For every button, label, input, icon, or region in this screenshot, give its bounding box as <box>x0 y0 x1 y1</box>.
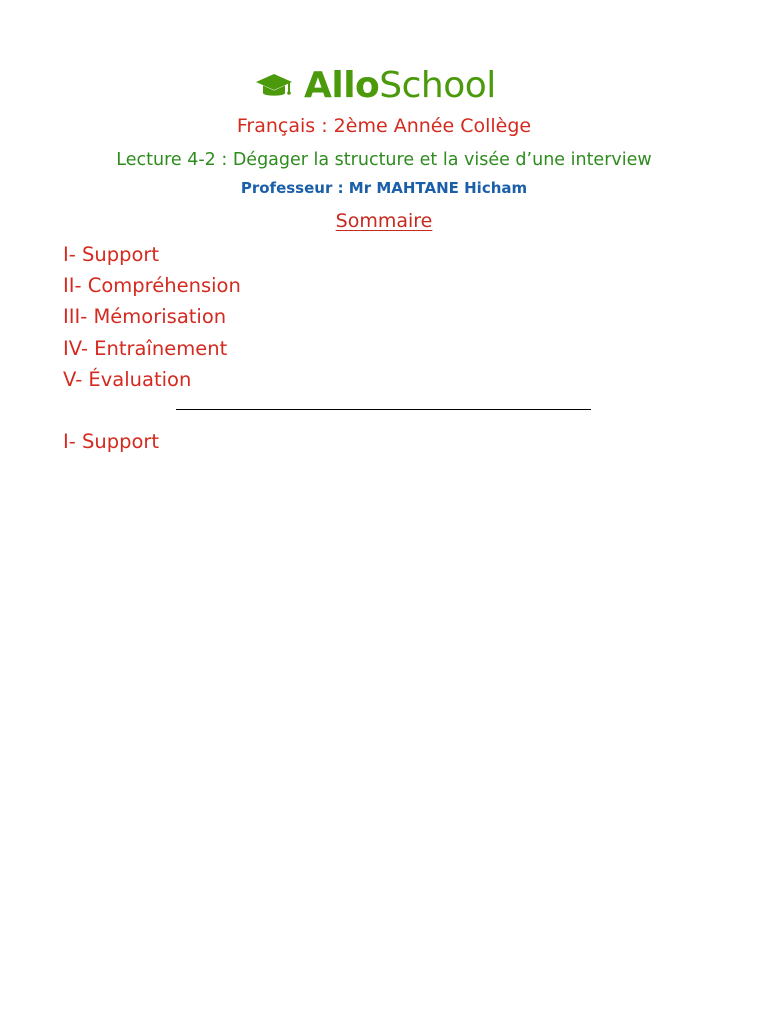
summary-item-entrainement: IV- Entraînement <box>63 336 228 360</box>
logo-text-light: School <box>379 65 496 106</box>
summary-item-comprehension: II- Compréhension <box>63 274 241 298</box>
summary-item-evaluation: V- Évaluation <box>63 367 192 391</box>
graduation-cap-icon <box>254 70 294 102</box>
teacher-name: Professeur : Mr MAHTANE Hicham <box>240 179 528 197</box>
lesson-title: Lecture 4-2 : Dégager la structure et la visée d’une interview <box>116 150 652 170</box>
summary-heading: Sommaire <box>335 210 433 232</box>
section-divider <box>176 409 591 410</box>
section-heading-support: I- Support <box>63 430 160 453</box>
subject-title: Français : 2ème Année Collège <box>236 115 532 137</box>
summary-item-memorisation: III- Mémorisation <box>63 305 227 329</box>
summary-item-support: I- Support <box>63 243 160 266</box>
logo-text <box>304 64 496 108</box>
logo-text-bold: Allo <box>304 65 380 106</box>
summary-list <box>63 239 241 395</box>
alloschool-logo <box>254 64 496 108</box>
